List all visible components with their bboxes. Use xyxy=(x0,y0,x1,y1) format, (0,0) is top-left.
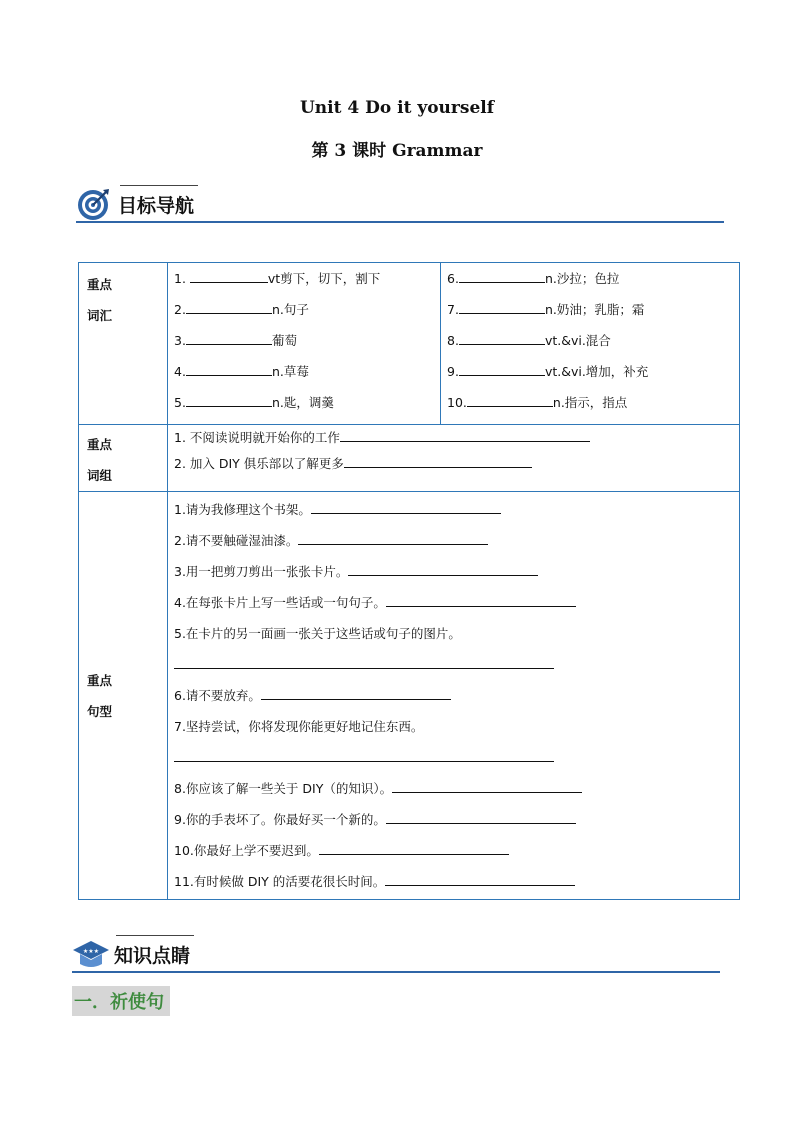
answer-blank[interactable] xyxy=(190,268,268,283)
answer-blank[interactable] xyxy=(174,747,554,762)
phrases-cell xyxy=(168,425,740,492)
answer-blank[interactable] xyxy=(174,654,554,669)
answer-blank[interactable] xyxy=(186,392,272,407)
sentences-cell xyxy=(168,492,740,900)
sentence-item: 8.你应该了解一些关于 DIY（的知识）。 xyxy=(168,773,739,804)
vocab-item: 10. n.指示，指点 xyxy=(441,387,739,418)
header-underline xyxy=(72,971,720,973)
answer-blank[interactable] xyxy=(459,299,545,314)
vocab-item: 6. n.沙拉；色拉 xyxy=(441,263,739,294)
sentence-item: 2.请不要触碰湿油漆。 xyxy=(168,525,739,556)
vocab-item: 2. n.句子 xyxy=(168,294,440,325)
study-table xyxy=(78,262,740,900)
vocab-item: 9. vt.&vi.增加，补充 xyxy=(441,356,739,387)
answer-blank[interactable] xyxy=(385,871,575,886)
phrase-item: 2. 加入 DIY 俱乐部以了解更多 xyxy=(168,451,739,477)
vocab-item: 3. 葡萄 xyxy=(168,325,440,356)
sentence-item: 1.请为我修理这个书架。 xyxy=(168,494,739,525)
vocab-right-column xyxy=(441,263,740,425)
svg-text:★★★: ★★★ xyxy=(82,948,100,955)
knowledge-section-header xyxy=(72,935,720,975)
header-topline xyxy=(116,935,194,936)
answer-blank[interactable] xyxy=(298,530,488,545)
header-underline xyxy=(76,221,724,223)
sentences-row xyxy=(79,492,740,900)
vocab-label: 重点 词汇 xyxy=(79,263,168,425)
vocab-item: 7. n.奶油；乳脂；霜 xyxy=(441,294,739,325)
answer-blank[interactable] xyxy=(340,427,590,442)
sentence-item: 3.用一把剪刀剪出一张张卡片。 xyxy=(168,556,739,587)
vocab-item: 1. vt剪下，切下，割下 xyxy=(168,263,440,294)
sentence-item: 4.在每张卡片上写一些话或一句句子。 xyxy=(168,587,739,618)
sentence-item: 5.在卡片的另一面画一张关于这些话或句子的图片。 xyxy=(174,626,461,641)
answer-blank[interactable] xyxy=(186,330,272,345)
section-heading-imperative: 一．祈使句 xyxy=(72,986,170,1016)
sentence-item: 10.你最好上学不要迟到。 xyxy=(168,835,739,866)
knowledge-section-title: 知识点睛 xyxy=(114,945,191,967)
answer-blank[interactable] xyxy=(459,330,545,345)
answer-blank[interactable] xyxy=(186,361,272,376)
answer-blank[interactable] xyxy=(386,809,576,824)
vocab-row xyxy=(79,263,740,425)
vocab-item: 4. n.草莓 xyxy=(168,356,440,387)
answer-blank[interactable] xyxy=(261,685,451,700)
goals-section-header xyxy=(76,185,724,225)
answer-blank[interactable] xyxy=(311,499,501,514)
phrases-row xyxy=(79,425,740,492)
phrase-item: 1. 不阅读说明就开始你的工作 xyxy=(168,425,739,451)
sentence-item: 6.请不要放弃。 xyxy=(168,680,739,711)
vocab-item: 5. n.匙，调羹 xyxy=(168,387,440,418)
answer-blank[interactable] xyxy=(344,453,532,468)
answer-blank[interactable] xyxy=(319,840,509,855)
sentences-label: 重点 句型 xyxy=(79,492,168,900)
vocab-item: 8. vt.&vi.混合 xyxy=(441,325,739,356)
answer-blank[interactable] xyxy=(186,299,272,314)
answer-blank[interactable] xyxy=(467,392,553,407)
sentence-item: 7.坚持尝试，你将发现你能更好地记住东西。 xyxy=(174,719,424,734)
answer-blank[interactable] xyxy=(392,778,582,793)
graduation-cap-icon xyxy=(72,938,110,972)
sentence-answer-line xyxy=(168,649,739,680)
phrases-label: 重点 词组 xyxy=(79,425,168,492)
page-title: Unit 4 Do it yourself xyxy=(299,98,495,118)
page-subtitle: 第 3 课时 Grammar xyxy=(311,141,483,161)
sentence-item: 9.你的手表坏了。你最好买一个新的。 xyxy=(168,804,739,835)
header-topline xyxy=(120,185,198,186)
vocab-left-column xyxy=(168,263,441,425)
answer-blank[interactable] xyxy=(459,268,545,283)
target-icon xyxy=(76,188,110,222)
answer-blank[interactable] xyxy=(459,361,545,376)
goals-section-title: 目标导航 xyxy=(118,195,195,217)
answer-blank[interactable] xyxy=(386,592,576,607)
answer-blank[interactable] xyxy=(348,561,538,576)
sentence-item: 11.有时候做 DIY 的活要花很长时间。 xyxy=(168,866,739,897)
sentence-answer-line xyxy=(168,742,739,773)
